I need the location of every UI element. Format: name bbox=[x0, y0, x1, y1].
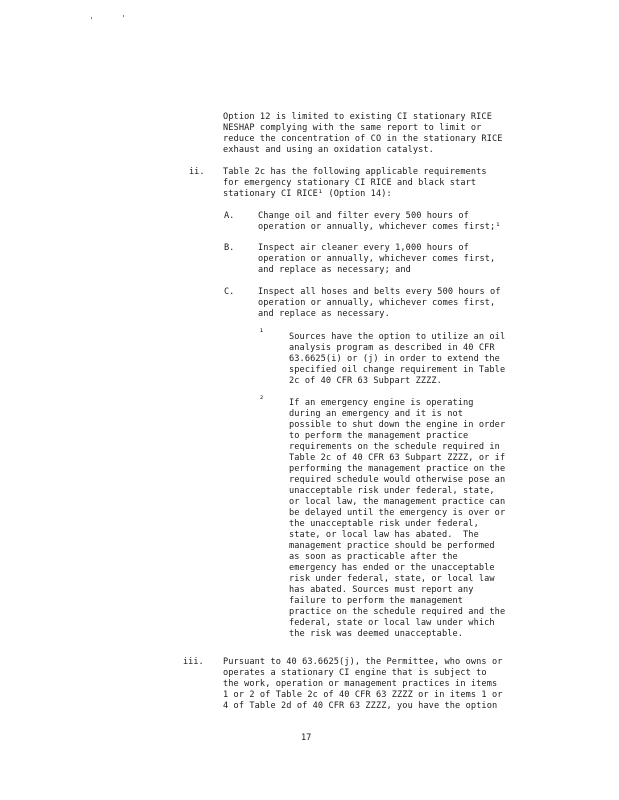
scan-mark: ' bbox=[89, 16, 94, 25]
text-line: analysis program as described in 40 CFR bbox=[289, 343, 495, 353]
text-line: 4 of Table 2d of 40 CFR 63 ZZZZ, you have the option bbox=[223, 701, 498, 711]
subitem-label: B. bbox=[224, 243, 235, 253]
text-line: the risk was deemed unacceptable. bbox=[289, 629, 464, 639]
text-line: possible to shut down the engine in order bbox=[289, 420, 506, 430]
text-line: the work, operation or management practices in items bbox=[223, 679, 498, 689]
text-line: performing the management practice on the bbox=[289, 464, 506, 474]
text-line: as soon as practicable after the bbox=[289, 552, 458, 562]
text-line: reduce the concentration of CO in the stationary RICE bbox=[223, 134, 503, 144]
scan-mark: ' bbox=[121, 14, 126, 23]
text-line: operation or annually, whichever comes first;¹ bbox=[258, 222, 501, 232]
text-line: Change oil and filter every 500 hours of bbox=[258, 211, 469, 221]
text-line: during an emergency and it is not bbox=[289, 409, 464, 419]
text-line: has abated. Sources must report any bbox=[289, 585, 474, 595]
text-line: Inspect air cleaner every 1,000 hours of bbox=[258, 243, 469, 253]
page-number: 17 bbox=[301, 733, 312, 743]
text-line: 2c of 40 CFR 63 Subpart ZZZZ. bbox=[289, 376, 442, 386]
item-label: iii. bbox=[183, 657, 204, 667]
text-line: required schedule would otherwise pose an bbox=[289, 475, 506, 485]
text-line: Option 12 is limited to existing CI stationary RICE bbox=[223, 112, 492, 122]
text-line: Table 2c has the following applicable requirements bbox=[223, 167, 487, 177]
text-line: management practice should be performed bbox=[289, 541, 495, 551]
footnote-mark: ¹ bbox=[259, 328, 265, 338]
text-line: risk under federal, state, or local law bbox=[289, 574, 495, 584]
text-line: requirements on the schedule required in bbox=[289, 442, 500, 452]
text-line: Inspect all hoses and belts every 500 hours of bbox=[258, 287, 501, 297]
text-line: exhaust and using an oxidation catalyst. bbox=[223, 145, 434, 155]
text-line: 1 or 2 of Table 2c of 40 CFR 63 ZZZZ or in items 1 or bbox=[223, 690, 503, 700]
text-line: emergency has ended or the unacceptable bbox=[289, 563, 495, 573]
text-line: If an emergency engine is operating bbox=[289, 398, 474, 408]
text-line: operation or annually, whichever comes first, bbox=[258, 254, 496, 264]
subitem-label: A. bbox=[224, 211, 235, 221]
text-line: specified oil change requirement in Table bbox=[289, 365, 506, 375]
subitem-label: C. bbox=[224, 287, 235, 297]
text-line: and replace as necessary; and bbox=[258, 265, 411, 275]
text-line: federal, state or local law under which bbox=[289, 618, 495, 628]
text-line: operates a stationary CI engine that is subject to bbox=[223, 668, 487, 678]
text-line: failure to perform the management bbox=[289, 596, 464, 606]
text-line: practice on the schedule required and the bbox=[289, 607, 506, 617]
text-line: Pursuant to 40 63.6625(j), the Permittee, who owns or bbox=[223, 657, 503, 667]
text-line: to perform the management practice bbox=[289, 431, 469, 441]
item-label: ii. bbox=[189, 167, 205, 177]
text-line: Table 2c of 40 CFR 63 Subpart ZZZZ, or if bbox=[289, 453, 506, 463]
text-line: for emergency stationary CI RICE and black start bbox=[223, 178, 477, 188]
text-line: be delayed until the emergency is over or bbox=[289, 508, 506, 518]
text-line: and replace as necessary. bbox=[258, 309, 390, 319]
text-line: unacceptable risk under federal, state, bbox=[289, 486, 495, 496]
text-line: NESHAP complying with the same report to limit or bbox=[223, 123, 482, 133]
text-line: 63.6625(i) or (j) in order to extend the bbox=[289, 354, 500, 364]
text-line: Sources have the option to utilize an oil bbox=[289, 332, 506, 342]
footnote-mark: ² bbox=[259, 395, 265, 405]
text-line: or local law, the management practice can bbox=[289, 497, 506, 507]
text-line: the unacceptable risk under federal, bbox=[289, 519, 479, 529]
text-line: state, or local law has abated. The bbox=[289, 530, 479, 540]
text-line: operation or annually, whichever comes first, bbox=[258, 298, 496, 308]
text-line: stationary CI RICE¹ (Option 14): bbox=[223, 189, 392, 199]
